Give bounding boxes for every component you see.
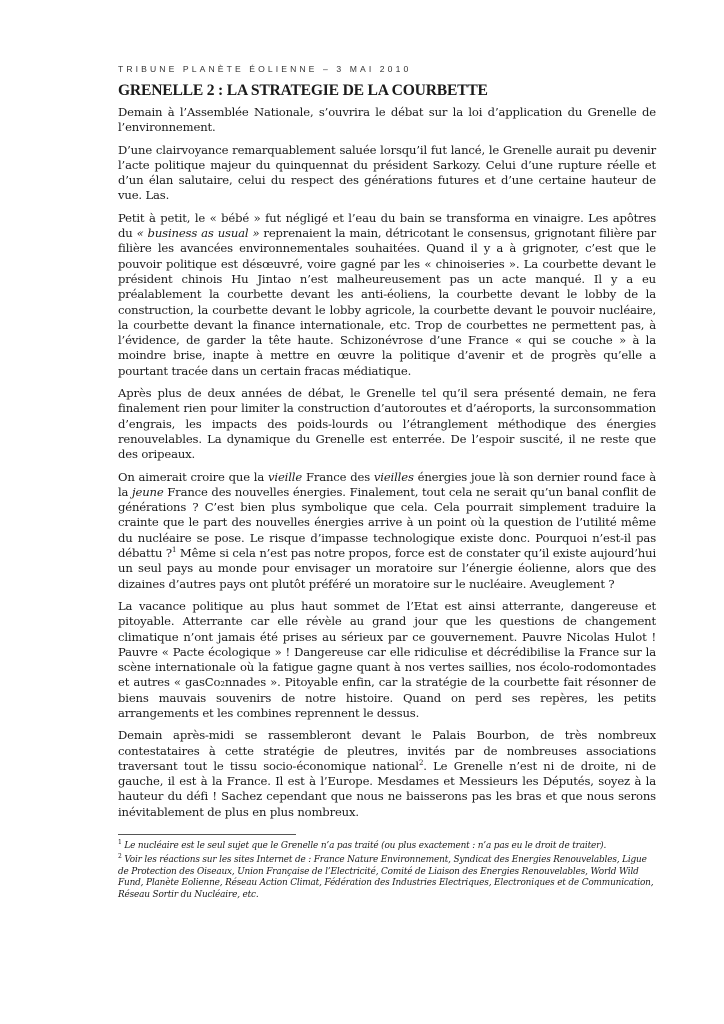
paragraph-3-italic: « business as usual » (136, 226, 260, 241)
paragraph-5-italic-jeune: jeune (132, 484, 164, 499)
paragraph-3-text-a: Petit à petit, le « bébé » fut négligé et l’eau du bain se transforma en vinaigre. Les apôtres du (118, 210, 656, 241)
paragraph-4: Après plus de deux années de débat, le Grenelle tel qu’il sera présenté demain, ne fera finalement rien pour limiter la construction d’autoroutes et d’aéroports, la surconsommation d’engrais, les impacts des poids-lourds ou l’étranglement méthodique des énergies renouvelables. La dynamique du Grenelle est enterrée. De l’espoir suscité, il ne reste que des oripeaux. (118, 386, 656, 462)
footnote-2-text: Voir les réactions sur les sites Internet de : France Nature Environnement, Syndicat des Energies Renouvelables, Ligue de Protection des Oiseaux, Union Française de l’Electricité, Comité de Liaison des Energies Renouvelables, World Wild Fund, Planète Eolienne, Réseau Action Climat, Fédération des Industries Electriques, Electroniques et de Communication, Réseau Sortir du Nucléaire, etc. (118, 855, 654, 900)
publication-kicker: TRIBUNE PLANÈTE ÉOLIENNE – 3 MAI 2010 (118, 64, 412, 74)
footnote-separator (118, 834, 296, 835)
footnote-1 (118, 841, 656, 852)
paragraph-3 (118, 211, 656, 379)
footnote-2 (118, 855, 656, 901)
paragraph-7-text-a: Demain après-midi se rassembleront devant le Palais Bourbon, de très nombreux contestataires à cette stratégie de pleutres, invités par de nombreuses associations traversant tout le tissu socio-économique national (118, 728, 656, 773)
footnote-2-number: 2 (118, 853, 122, 861)
paragraph-5-italic-vieilles: vieilles (373, 469, 414, 484)
paragraph-5-text-e: Même si cela n’est pas notre propos, force est de constater qu’il existe aujourd’hui un seul pays au monde pour envisager un moratoire sur l’énergie éolienne, alors que des dizaines d’autres pays ont plutôt préféré un moratoire sur le nucléaire. Aveuglement ? (118, 546, 657, 591)
paragraph-5-text-b: France des (302, 469, 374, 484)
document-page (118, 64, 656, 904)
paragraph-1: Demain à l’Assemblée Nationale, s’ouvrira le débat sur la loi d’application du Grenelle de l’environnement. (118, 105, 656, 135)
paragraph-3-text-b: reprenaient la main, détricotant le consensus, grignotant filière par filière les avancées environnementales souhaitées. Quand il y a à grignoter, c’est que le pouvoir politique est désœuvré, voire gagné par les « chinoiseries ». La courbette devant le président chinois Hu Jintao n’est malheureusement pas un acte manqué. Il y a eu préalablement la courbette devant les anti-éoliens, la courbette devant le lobby de la construction, la courbette devant le lobby agricole, la courbette devant le pouvoir nucléaire, la courbette devant la finance internationale, etc. Trop de courbettes ne permettent pas, à l’évidence, de garder la tête haute. Schizonévrose d’une France « qui se couche » à la moindre brise, inapte à mettre en œuvre la politique d’avenir et de progrès qu’elle a pourtant tracée dans un certain fracas médiatique. (118, 226, 657, 378)
paragraph-5-text-d: France des nouvelles énergies. Finalement, tout cela ne serait qu’un banal conflit de générations ? C’est bien plus symbolique que cela. Cela pourrait simplement traduire la crainte que le part des nouvelles énergies arrive à un point où la question de l’utilité même du nucléaire se pose. Le risque d’impasse technologique existe donc. Pourquoi n’est-il pas débattu ? (118, 484, 656, 561)
paragraph-6: La vacance politique au plus haut sommet de l’Etat est ainsi atterrante, dangereuse et pitoyable. Atterrante car elle révèle au grand jour que les questions de changement climatique n’ont jamais été prises au sérieux par ce gouvernement. Pauvre Nicolas Hulot ! Pauvre « Pacte écologique » ! Dangereuse car elle ridiculise et décrédibilise la France sur la scène internationale où la fatigue gagne quant à nos vertes saillies, nos écolo-rodomontades et autres « gasCo₂nnades ». Pitoyable enfin, car la stratégie de la courbette fait résonner de biens mauvais souvenirs de notre histoire. Quand on perd ses repères, les petits arrangements et les combines reprennent le dessus. (118, 598, 656, 720)
paragraph-2: D’une clairvoyance remarquablement saluée lorsqu’il fut lancé, le Grenelle aurait pu devenir l’acte politique majeur du quinquennat du président Sarkozy. Celui d’une rupture réelle et d’un élan salutaire, celui du respect des générations futures et d’une certaine hauteur de vue. Las. (118, 142, 656, 203)
footnote-ref-2[interactable]: 2 (418, 759, 424, 768)
paragraph-5-text-c: énergies joue là son dernier round face à la (118, 469, 656, 499)
paragraph-5-italic-vieille: vieille (268, 469, 303, 484)
footnote-ref-1[interactable]: 1 (172, 546, 177, 555)
paragraph-5-text-a: On aimerait croire que la (118, 469, 268, 484)
footnote-1-number: 1 (118, 839, 122, 847)
paragraph-7 (118, 728, 656, 820)
paragraph-5 (118, 470, 656, 592)
footnote-1-text: Le nucléaire est le seul sujet que le Grenelle n’a pas traité (ou plus exactement : n’a pas eu le droit de traiter). (121, 841, 607, 852)
paragraph-7-text-b: . Le Grenelle n’est ni de droite, ni de gauche, il est à la France. Il est à l’Europe. Mesdames et Messieurs les Députés, soyez à la hauteur du défi ! Sachez cependant que nous ne baisserons pas les bras et que nous serons inévitablement de plus en plus nombreux. (118, 758, 657, 819)
article-title: GRENELLE 2 : LA STRATEGIE DE LA COURBETTE (118, 82, 488, 99)
